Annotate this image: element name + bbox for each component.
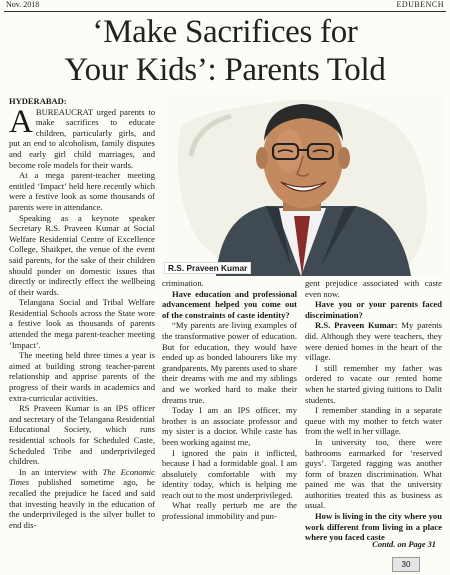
paragraph: gent prejudice associated with caste even now. (305, 278, 442, 299)
paragraph: Telangana Social and Tribal Welfare Residential Schools across the State wore a festive look as thousands of parents attended the mega parent-teacher meeting ‘Impact’. (9, 297, 155, 350)
paragraph: At a mega parent-teacher meeting entitled ‘Impact’ held here recently which were a festive look as some thousands of parents were in attendance. (9, 170, 155, 212)
paragraph: The meeting held three times a year is aimed at building strong teacher-parent relationship and apprise parents of the progress of their wards in academics and extra-curricular activities. (9, 350, 155, 403)
paragraph: What really perturb me are the professional immobility and pun- (162, 500, 297, 522)
answer: R.S. Praveen Kumar: My parents did. Although they were teachers, they were denied homes in the heart of the village. (305, 320, 442, 363)
paragraph: I remember standing in a separate queue with my mother to fetch water from the well in her village. (305, 405, 442, 437)
headline-line-1: ‘Make Sacrifices for (92, 14, 358, 50)
question: Have education and professional advancement helped you come out of the constraints of caste identity? (162, 288, 297, 320)
issue-date: Nov. 2018 (6, 0, 40, 9)
dateline: HYDERABAD: (9, 96, 67, 106)
article-column-2 (162, 278, 297, 522)
page-header (0, 0, 450, 12)
article-column-3 (305, 278, 442, 543)
paragraph: I ignored the pain it inflicted, because I had a formidable goal. I am absolutely comfortable with my identity today, which is helping me reach out to the most underprivileged. (162, 447, 297, 500)
article-column-1 (9, 96, 155, 530)
continued-note: Contd. on Page 31 (372, 540, 436, 549)
portrait-sketch-icon (161, 96, 443, 276)
paragraph: RS Praveen Kumar is an IPS officer and secretary of the Telangana Residential Educational Society, which runs residential schools for Scheduled Caste, Scheduled Tribe and underprivileged children. (9, 403, 155, 467)
paragraph: I still remember my father was ordered to vacate our rented home when he started giving tuitions to Dalit students. (305, 362, 442, 405)
headline-line-2: Your Kids’: Parents Told (64, 52, 386, 88)
headline (0, 13, 450, 89)
paragraph: Today I am an IPS officer, my brother is an associate professor and my sister is a doctor. While caste has been working against me, (162, 405, 297, 447)
lead-paragraph: ABUREAUCRAT urged parents to make sacrifices to educate children, particularly girls, and put an end to alcoholism, family disputes and early girl child marriages, and become role models for their wards. (9, 103, 155, 170)
portrait-illustration (161, 96, 443, 276)
page-number: 30 (392, 557, 420, 572)
drop-cap: A (9, 103, 33, 140)
question: How is living in the city where you work different from living in a place where you faced caste (305, 511, 442, 543)
paragraph: In university too, there were bathrooms earmarked for ‘reserved guys’. Targeted ragging was another form of brazen discrimination. What pained me was that the university authorities treated this as business as usual. (305, 436, 442, 511)
figure-caption: R.S. Praveen Kumar (164, 262, 251, 274)
paragraph: Speaking as a keynote speaker Secretary R.S. Praveen Kumar at Social Welfare Residential Centre of Excellence College, Shaikpet, the venue of the event said parents, for the sake of their children should ponder on domestic issues that directly or indirectly effect the wellbeing of their wards. (9, 212, 155, 297)
paragraph: crimination. (162, 278, 204, 288)
question: Have you or your parents faced discrimination? (305, 299, 442, 320)
paragraph: In an interview with The Economic Times published sometime ago, he recalled the prejudice he faced and said that investing heavily in the education of the underprivileged is the silver bullet to end dis- (9, 466, 155, 530)
header-rule (4, 11, 446, 12)
publication-name: EDUBENCH (396, 0, 444, 9)
paragraph: “My parents are living examples of the transformative power of education. But for education, they would have ended up as bonded labourers like my grandparents. My parents used to share their dreams with me and my siblings and we worked hard to make their dreams true. (162, 320, 297, 405)
